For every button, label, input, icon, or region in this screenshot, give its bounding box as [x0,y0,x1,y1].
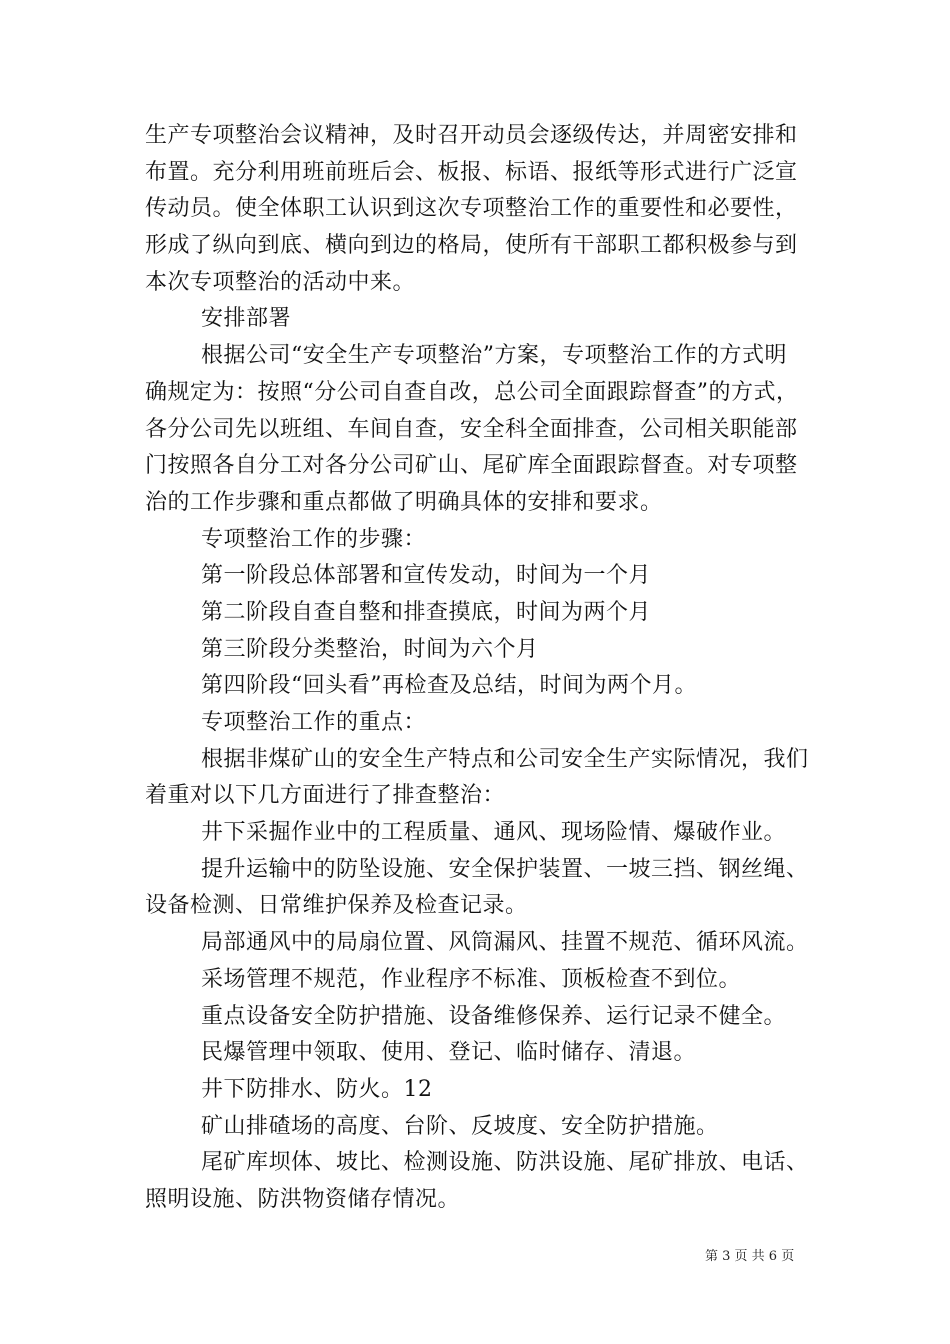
text-line: 根据非煤矿山的安全生产特点和公司安全生产实际情况，我们 [201,746,809,772]
text-line: 重点设备安全防护措施、设备维修保养、运行记录不健全。 [201,1003,787,1029]
text-line: 传动员。使全体职工认识到这次专项整治工作的重要性和必要性， [145,196,798,222]
text-line: 各分公司先以班组、车间自查，安全科全面排查，公司相关职能部 [145,416,798,442]
text-line: 照明设施、防洪物资储存情况。 [145,1186,461,1212]
text-line: 本次专项整治的活动中来。 [145,269,416,295]
text-line: 第一阶段总体部署和宣传发动，时间为一个月 [201,563,652,589]
text-line: 井下防排水、防火。12 [201,1076,433,1102]
text-line: 第三阶段分类整治，时间为六个月 [201,636,539,662]
text-line: 着重对以下几方面进行了排查整治： [145,783,506,809]
document-body [145,118,825,1219]
text-line: 提升运输中的防坠设施、安全保护装置、一坡三挡、钢丝绳、 [201,856,809,882]
text-line: 矿山排碴场的高度、台阶、反坡度、安全防护措施。 [201,1113,719,1139]
text-line: 第二阶段自查自整和排查摸底，时间为两个月 [201,599,652,625]
text-line: 采场管理不规范，作业程序不标准、顶板检查不到位。 [201,966,742,992]
text-line: 生产专项整治会议精神，及时召开动员会逐级传达，并周密安排和 [145,123,798,148]
text-line: 根据公司“安全生产专项整治”方案，专项整治工作的方式明 [201,343,787,369]
text-line: 安排部署 [201,306,292,332]
text-line: 治的工作步骤和重点都做了明确具体的安排和要求。 [145,489,663,515]
text-line: 确规定为：按照“分公司自查自改，总公司全面跟踪督查”的方式， [145,379,799,405]
text-line: 布置。充分利用班前班后会、板报、标语、报纸等形式进行广泛宣 [145,159,798,185]
text-line: 尾矿库坝体、坡比、检测设施、防洪设施、尾矿排放、电话、 [201,1150,809,1176]
text-line: 第四阶段“回头看”再检查及总结，时间为两个月。 [201,673,697,699]
text-line: 专项整治工作的步骤： [201,526,427,552]
text-line: 井下采掘作业中的工程质量、通风、现场险情、爆破作业。 [201,820,787,846]
text-line: 设备检测、日常维护保养及检查记录。 [145,893,528,919]
text-line: 局部通风中的局扇位置、风筒漏风、挂置不规范、循环风流。 [201,930,809,956]
text-line: 形成了纵向到底、横向到边的格局，使所有干部职工都积极参与到 [145,233,798,259]
text-line: 门按照各自分工对各分公司矿山、尾矿库全面跟踪督查。对专项整 [145,453,798,479]
page-number-footer: 第 3 页 共 6 页 [705,1249,795,1264]
text-line: 专项整治工作的重点： [201,710,427,735]
text-line: 民爆管理中领取、使用、登记、临时储存、清退。 [201,1040,697,1066]
